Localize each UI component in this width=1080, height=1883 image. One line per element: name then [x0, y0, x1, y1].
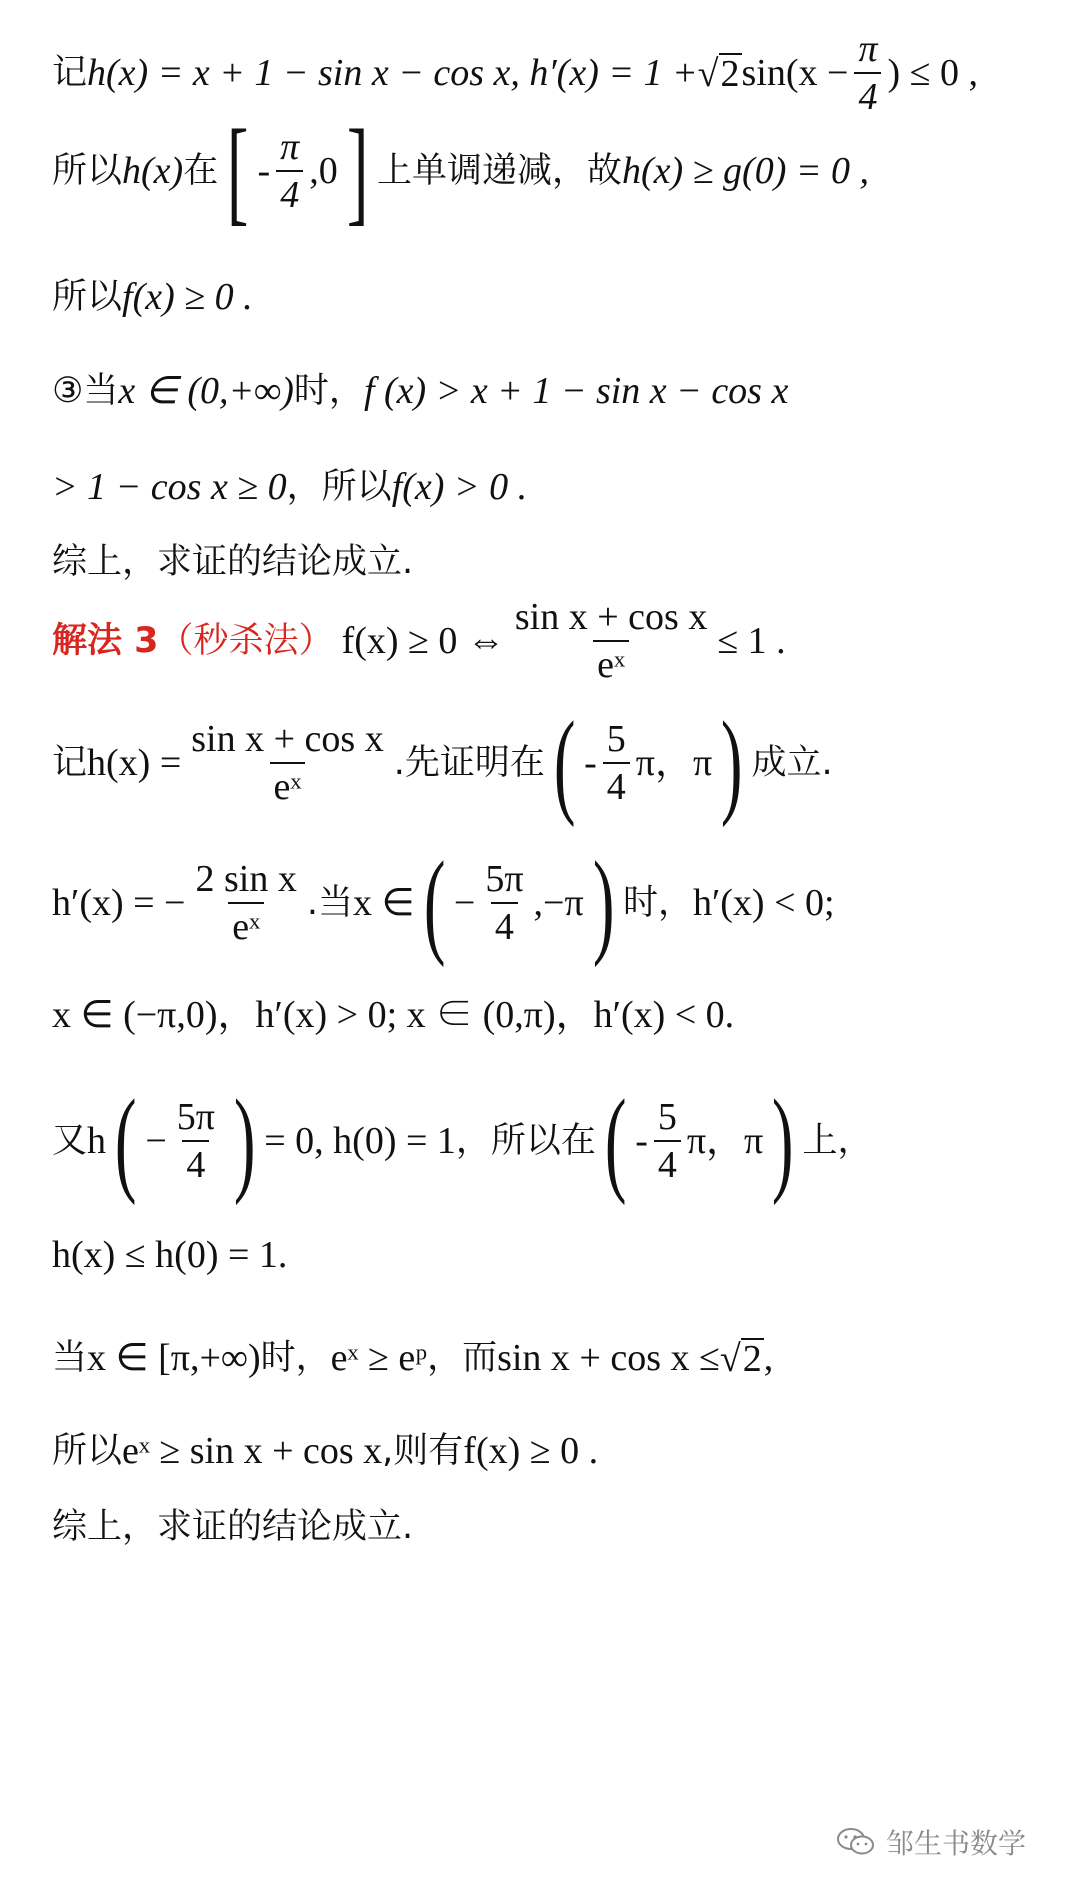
sqrt-2: √ 2: [697, 53, 740, 95]
fraction-5pi-over-4: $\frac{5\pi}{4}$: [485, 858, 524, 949]
sqrt-2: √ 2: [719, 1338, 762, 1380]
fraction-5-over-4: $\frac{5}{4}$: [603, 720, 630, 806]
watermark-text: 邹生书数学: [886, 1827, 1027, 1860]
formula-line-14: 所以 eˣ ≥ sin x + cos x ,则有 f(x) ≥ 0 .: [52, 1430, 599, 1472]
formula-line-3: 所以 f(x) ≥ 0 .: [52, 276, 253, 318]
fraction-sin-cos-over-exp: $\frac{\text{sin x + cos x}}{\text{eˣ}}$: [191, 718, 384, 809]
fraction-pi-over-4: $\frac{\pi}{4}$: [854, 30, 881, 116]
method-3-heading: 解法 3 （秒杀法） f(x) ≥ 0 ⇔ $\frac{\text{sin x + cos x}}{\text{eˣ}}$ ≤ 1 .: [52, 596, 786, 686]
wechat-icon: [836, 1826, 876, 1858]
formula-line-1: 记 h(x) = x + 1 − sin x − cos x, h′(x) = 1 + √ 2 sin(x − $\frac{\pi}{4}$ ) ≤ 0 ,: [52, 28, 978, 118]
formula-line-8: 记 h(x) = $\frac{\text{sin x + cos x}}{\text{eˣ}}$ .先证明在 ( - $\frac{5}{4}$ π，π ) 成立.: [52, 697, 833, 828]
formula-line-11: 又 h ( − $\frac{5\pi}{4}$ ) = 0, h(0) = 1 ，所以在 ( - $\frac{5}{4}$ π，π ) 上，: [52, 1075, 873, 1206]
conclusion-line-1: 综上，求证的结论成立.: [52, 542, 414, 582]
formula-line-2: 所以 h(x) 在 [ - $\frac{\pi}{4}$ ,0 ] 上单调递减，故 h(x) ≥ g(0) = 0 ,: [52, 105, 870, 236]
fraction-sin-cos-over-exp: $\frac{\text{sin x + cos x}}{\text{eˣ}}$: [514, 596, 708, 686]
circled-number-3: ③: [52, 370, 84, 411]
formula-line-5: > 1 − cos x ≥ 0 ，所以 f(x) > 0 .: [52, 466, 528, 508]
watermark: [836, 1822, 1026, 1862]
formula-line-9: h′(x) = − $\frac{\text{2 sin x}}{\text{eˣ}}$ .当 x ∈ ( − $\frac{5\pi}{4}$ ,−π ) 时， h′(x) < 0;: [52, 837, 835, 968]
formula-line-12: h(x) ≤ h(0) = 1.: [52, 1234, 288, 1276]
formula-line-4: ③ 当 x ∈ (0,+∞) 时， f (x) > x + 1 − sin x − cos x: [52, 370, 789, 412]
formula-line-10: x ∈ (−π,0)，h′(x) > 0; x ∈ (0,π)，h′(x) < 0.: [52, 994, 735, 1036]
fraction-5pi-over-4: $\frac{5\pi}{4}$: [176, 1096, 215, 1187]
formula-line-13: 当 x ∈ [π,+∞) 时， eˣ ≥ eᵖ ，而 sin x + cos x ≤ √ 2 ,: [52, 1337, 774, 1380]
fraction-pi-over-4: $\frac{\pi}{4}$: [276, 128, 303, 214]
fraction-5-over-4: $\frac{5}{4}$: [654, 1098, 681, 1184]
fraction-2sin-over-exp: $\frac{\text{2 sin x}}{\text{eˣ}}$: [195, 858, 297, 949]
conclusion-line-2: 综上，求证的结论成立.: [52, 1507, 414, 1547]
